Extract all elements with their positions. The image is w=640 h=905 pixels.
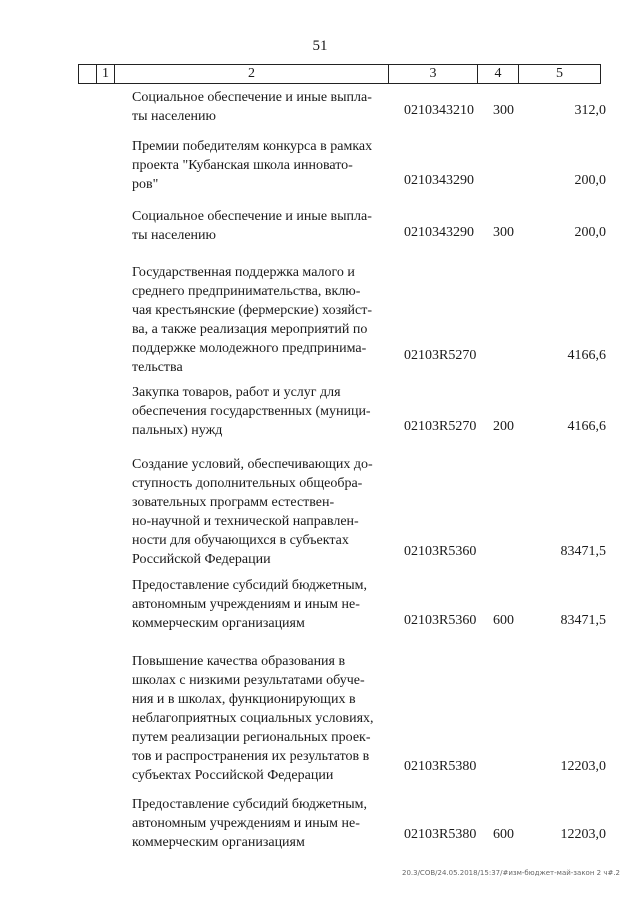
row-description: Премии победителям конкурса в рамках проекта "Кубанская школа инновато- ров" (132, 139, 373, 192)
row-amount: 312,0 (574, 103, 606, 118)
row-code: 0210343210 (404, 103, 474, 118)
row-expense-type: 300 (493, 225, 514, 240)
row-code: 02103R5360 (404, 544, 477, 559)
row-description: Закупка товаров, работ и услуг для обеспечения государственных (муници- пальных) нужд (132, 385, 371, 438)
row-code: 0210343290 (404, 173, 474, 188)
header-col-4: 4 (478, 65, 519, 84)
row-code: 02103R5360 (404, 613, 477, 628)
row-description: Повышение качества образования в школах с низкими результатами обуче- ния и в школах, функционирующих в неблагоприятных социальных условиях, путем реализации региональных проек- тов и распространения их результатов в субъектах Российской Федерации (132, 654, 374, 783)
row-description: Создание условий, обеспечивающих до- ступность дополнительных общеобра- зовательных программ естествен- но-научной и технической направлен- ности для обучающихся в субъектах Российской Федерации (132, 457, 373, 567)
header-spacer (79, 65, 97, 84)
row-description: Социальное обеспечение и иные выпла- ты населению (132, 209, 372, 243)
row-code: 02103R5270 (404, 348, 477, 363)
row-amount: 12203,0 (560, 759, 606, 774)
column-header-table (78, 64, 601, 84)
row-description: Предоставление субсидий бюджетным, автономным учреждениям и иным не- коммерческим организациям (132, 578, 368, 631)
row-amount: 200,0 (574, 225, 606, 240)
row-description: Государственная поддержка малого и среднего предпринимательства, вклю- чая крестьянские (фермерские) хозяйст- ва, а также реализация мероприятий по поддержке молодежного предпринима- тельства (132, 265, 373, 375)
row-amount: 83471,5 (560, 544, 606, 559)
row-description: Предоставление субсидий бюджетным, автономным учреждениям и иным не- коммерческим организациям (132, 797, 368, 850)
row-code: 02103R5270 (404, 419, 477, 434)
header-col-1: 1 (97, 65, 115, 84)
row-code: 02103R5380 (404, 759, 477, 774)
row-expense-type: 600 (493, 613, 514, 628)
header-col-5: 5 (519, 65, 601, 84)
row-expense-type: 200 (493, 419, 514, 434)
header-col-3: 3 (389, 65, 478, 84)
row-amount: 12203,0 (560, 827, 606, 842)
row-expense-type: 600 (493, 827, 514, 842)
row-amount: 4166,6 (567, 419, 606, 434)
row-expense-type: 300 (493, 103, 514, 118)
header-col-2: 2 (115, 65, 389, 84)
row-code: 02103R5380 (404, 827, 477, 842)
row-code: 0210343290 (404, 225, 474, 240)
document-footer: 20.3/COB/24.05.2018/15:37/#изм-бюджет-май-закон 2 ч#.2 (401, 869, 620, 877)
row-description: Социальное обеспечение и иные выпла- ты населению (132, 90, 372, 124)
row-amount: 200,0 (574, 173, 606, 188)
page-number: 51 (312, 38, 328, 54)
row-amount: 4166,6 (567, 348, 606, 363)
row-amount: 83471,5 (560, 613, 606, 628)
